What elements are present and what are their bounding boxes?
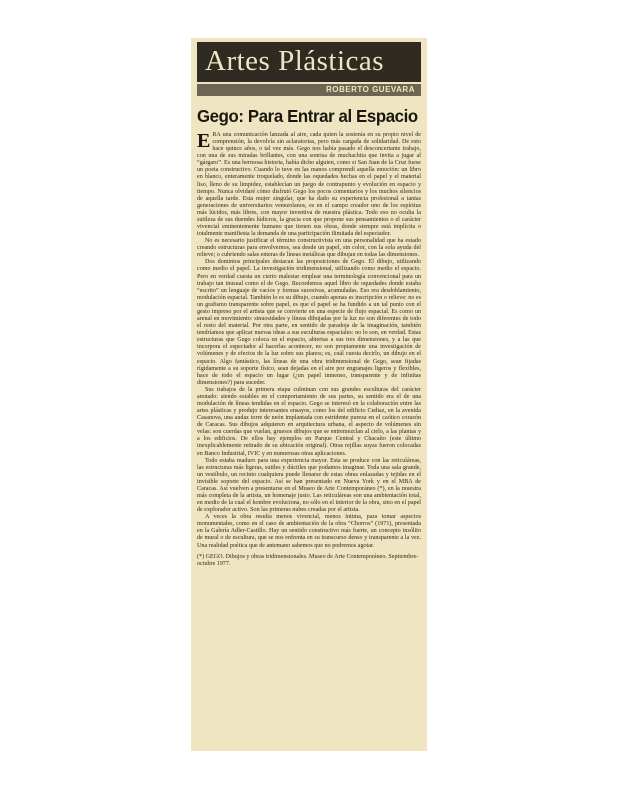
author-byline: ROBERTO GUEVARA: [326, 85, 415, 94]
footnote: (*) GEGO. Dibujos y obras tridimensionales. Museo de Arte Contemporáneo. Septiembre-octubre 1977.: [197, 553, 419, 567]
newspaper-clipping: [191, 38, 427, 751]
article-body: [197, 132, 421, 550]
paragraph: Dos dominios principales destacan las proposiciones de Gego. El dibujo, utilizando como medio el papel. La investigación tridimensional, utilizando como medio el espacio. Pero en verdad cuesta un cierto malestar emplear una terminología convencional para un trabajo tan inusual como el de Gego. Recordemos aquel libro de oquedades donde estaba “escrito” un lenguaje de vacíos y formas sucesivas, acumuladas. Eso era desdoblamiento, modulación espacial. También lo es su dibujo, cuando apenas es inscripción o relieve: no es un grafismo transparente sobre papel, es que el papel se ha fundido a un tal punto con el gesto impreso por el artista que se convierte en una especie de flujo espacial. Es como un arenal en movimiento: sinuosidades y líneas dibujadas por la luz no son diferentes de todo el resto del material. Por otra parte, en sentido de paradoja de la imaginación, también tendríamos que aplicar nuevas ideas a sus esculturas espaciales: no lo son, en verdad. Estas estructuras que Gego coloca en el espacio, abiertas a sus tres dimensiones, y a las que incorpora el espectador al hacerlas acontecer, no son propiamente una investigación de volúmenes y de efectos de la luz sobre sus planos; es, cuál cuesta decirlo, un dibujo en el espacio. Algo fantástico, las líneas de una obra tridimensional de Gego, sean fijadas rígidamente a su soporte físico, sean dejadas en el aire por engranajes ligeros y flexibles, hace de todo el espacio un lugar (¿un papel inmenso, transparente y de infinitas dimensiones?) para suceder.: [197, 259, 421, 386]
author-bar: [197, 84, 421, 96]
paragraph: No es necesario justificar el término constructivista en una personalidad que ha estado creando estructuras para envolvernos, sea desde un papel, sin color, con la sola ayuda del relieve; o cubriendo salas enteras de líneas metálicas que dibujan en todas las dimensiones.: [197, 238, 421, 259]
paragraph: A veces la obra resulta menos vivencial, menos íntima, para tomar aspectos monumentales, como en el caso de ambientación de la obra “Chorros” (1971), presentada en la Galería Adler-Castillo. Hay un sentido constructivo más fuerte, un concepto insólito de mural o de escultura, que se nos enfrenta en su transcurso denso y transparente a la vez. Una realidad poética que de antemano sabemos que no podremos agotar.: [197, 514, 421, 549]
paragraph: Sus trabajos de la primera etapa culminan con sus grandes esculturas del carácter anotado: siendo estables en el comportamiento de sus partes, su sentido era el de una modulación de líneas tendidas en el espacio. Gego se interesó en la colaboración entre las artes plásticas y produjo interesantes ensayos, como los del edificio Cediaz, en la avenida Casanova, una audaz torre de neón implantada con estridente pureza en el caótico corazón de Caracas. Sus dibujos adquieren en arquitectura urbana, el aspecto de volúmenes sin velas: son cuerdas que vuelan, gruesos dibujos que se entremezclan al cielo, a las plantas y a los edificios. De ellos hay ejemplos en Parque Central y Chacaíto (este último inexplicablemente retirado de su ubicación original). Otras rejillas suyas fueron colocadas en Banco Industrial, IVIC y en numerosas otras aplicaciones.: [197, 386, 421, 457]
section-title: Artes Plásticas: [205, 45, 385, 77]
paragraph: [197, 132, 421, 238]
drop-cap: E: [197, 130, 211, 152]
section-header: [197, 42, 421, 82]
paragraph: Todo estaba maduro para una experiencia mayor. Esta se produce con las reticuláreas, las estructuras más ligeras, sutiles y dúctiles que podamos imaginar. Toda una sala grande, un vestíbulo, un recinto cualquiera puede llenarse de estas obras enlazadas y tejidas en el invisible soporte del espacio. Así se han presentado en Nueva York y en el MBA de Caracas. Así vuelven a presentarse en el Museo de Arte Contemporáneo (*), en la muestra más completa de la artista, un homenaje justo. Las reticuláreas son una ambientación total, en medio de la cual el hombre evoluciona, no sólo en el interior de la obra, sino en el papel de explorador activo. Son las primeras nubes creadas por el artista.: [197, 457, 421, 514]
paragraph-text: RA una comunicación lanzada al aire, cada quien la sostenía en su propio nivel de comprensión, la devolvía sin aclaratorias, pero más cargada de solidaridad. De esto hace quince años, o tal vez más. Gego nos había pasado el desconcertante trabajo, con una de sus miradas brillantes, con una sonrisa de muchachita que invita a jugar al “gárgaro”. Es una hermosa historia, había dicho alguien, como si San Juan de la Cruz fuese un poeta constructivo. Cuando lo tuve en las manos comprendí aquella emoción: un libro en blanco, enteramente troquelado, donde las oquedades hechas en el papel y el material liso, lleno de su limpidez, establecían un juego de contrapunto y evolución en espacio y tiempo. Nunca olvidaré cómo disfrutó Gego los pocos comentarios y los muchos silencios de aquella tarde. Esta mujer singular, que ha dado su experiencia profesional a tantas generaciones de universitarios venezolanos, es en el campo creador uno de los espíritus más lúcidos, más libres, con mayor inventiva de nuestra plástica. Todo eso no oculta la sutileza de sus duendes lúdicros, la gracia con que propone sus pensamientos o el carácter vivencial eminentemente humano que tienen sus obras, donde siempre está implícita o totalmente manifiesta la demanda de una participación ilimitada del espectador.: [197, 132, 421, 238]
article-headline: Gego: Para Entrar al Espacio: [197, 106, 418, 126]
